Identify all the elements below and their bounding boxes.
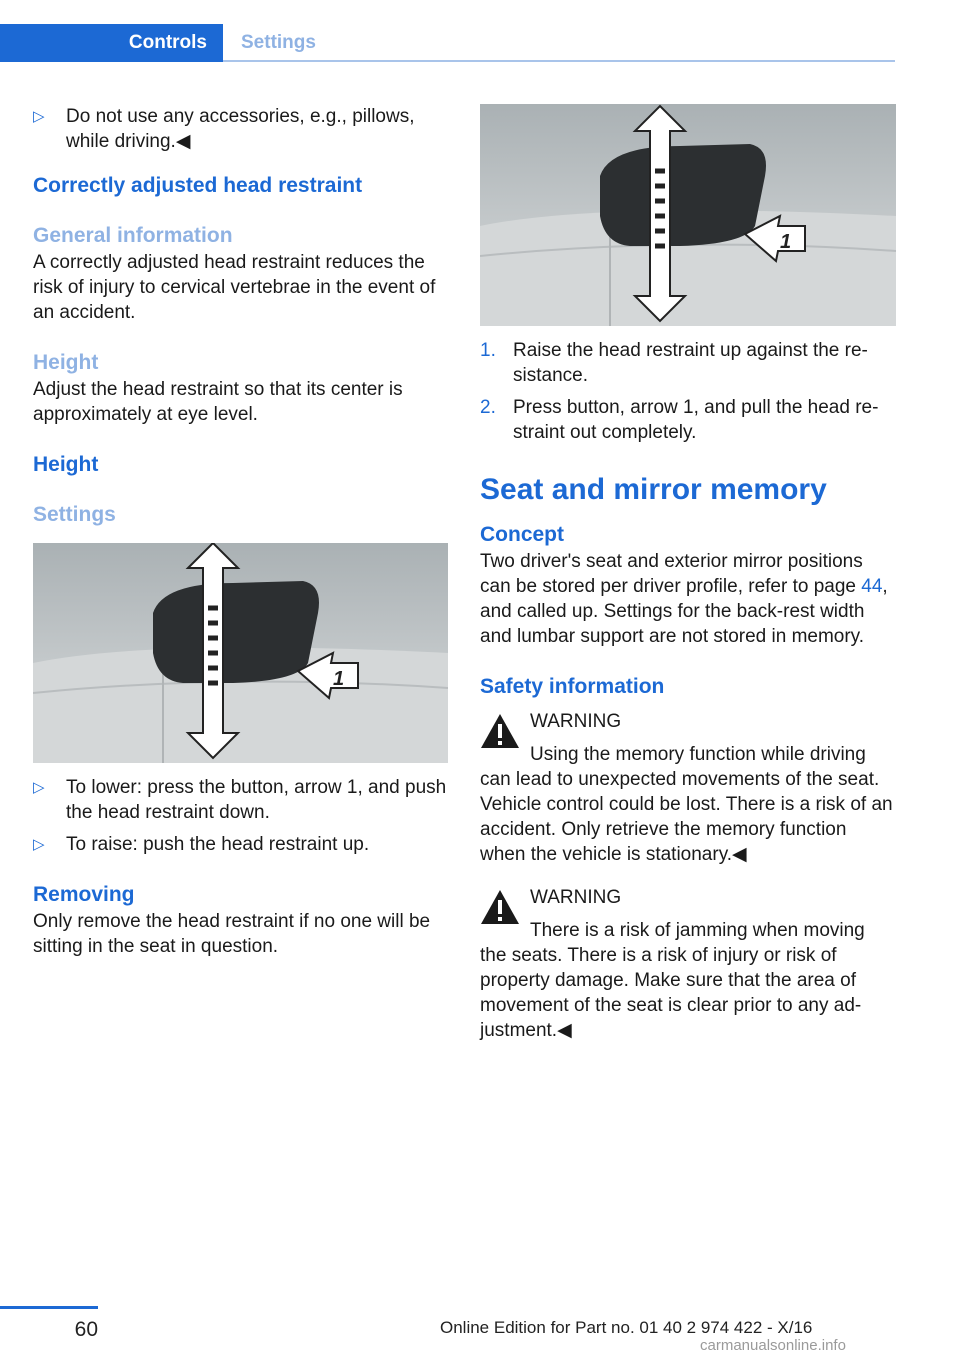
list-item xyxy=(480,338,896,388)
tab-settings[interactable]: Settings xyxy=(241,32,316,53)
subsection-heading: Settings xyxy=(33,503,116,526)
triangle-bullet-icon: ▷ xyxy=(33,836,45,853)
head-restraint-removal-figure xyxy=(480,104,896,326)
watermark: carmanualsonline.info xyxy=(700,1337,846,1354)
triangle-bullet-icon: ▷ xyxy=(33,108,45,125)
step-number: 1. xyxy=(480,340,496,361)
list-item xyxy=(480,395,896,445)
section-heading: Correctly adjusted head restraint xyxy=(33,174,363,197)
triangle-bullet-icon: ▷ xyxy=(33,779,45,796)
warning-title: WARNING xyxy=(530,887,622,908)
step-text: Raise the head restraint up against the re-sistance. xyxy=(513,340,868,386)
paragraph xyxy=(480,549,896,649)
figure-label: 1 xyxy=(780,231,792,253)
footer-rule xyxy=(0,1306,98,1309)
list-item xyxy=(33,104,448,154)
list-item xyxy=(33,832,448,857)
warning-triangle-icon xyxy=(480,889,520,925)
concept-text-b: , and called up. Settings for the back-rest width and lumbar support are not stored in memory. xyxy=(480,576,888,647)
concept-text-a: Two driver's seat and exterior mirror positions can be stored per driver profile, refer to page xyxy=(480,551,863,597)
left-column xyxy=(33,104,448,959)
head-restraint-illustration xyxy=(33,543,448,763)
section-heading: Seat and mirror memory xyxy=(480,473,827,506)
tab-controls[interactable]: Controls xyxy=(0,24,223,62)
edition-note: Online Edition for Part no. 01 40 2 974 422 - X/16 xyxy=(440,1318,813,1337)
paragraph: Adjust the head restraint so that its center is approximately at eye level. xyxy=(33,379,403,425)
page-number: 60 xyxy=(74,1318,98,1341)
bullet-text: To lower: press the button, arrow 1, and push the head restraint down. xyxy=(66,777,447,823)
subsection-heading: Concept xyxy=(480,523,564,546)
bullet-text: To raise: push the head restraint up. xyxy=(66,834,370,855)
page-link[interactable]: 44 xyxy=(861,576,883,597)
chapter-tabs xyxy=(0,24,895,62)
list-item xyxy=(33,775,448,825)
warning-block xyxy=(480,885,896,1043)
subsection-heading: Height xyxy=(33,351,99,374)
paragraph: A correctly adjusted head restraint reduces the risk of injury to cervical vertebrae in the event of an accident. xyxy=(33,252,436,323)
warning-triangle-icon xyxy=(480,713,520,749)
warning-first-line: There is a risk of jamming when moving xyxy=(530,920,865,941)
warning-first-line: Using the memory function while driving xyxy=(530,744,866,765)
step-text: Press button, arrow 1, and pull the head re-straint out completely. xyxy=(513,397,879,443)
subsection-heading: General information xyxy=(33,224,233,247)
step-number: 2. xyxy=(480,397,496,418)
warning-title: WARNING xyxy=(530,711,622,732)
warning-block xyxy=(480,709,896,867)
head-restraint-figure xyxy=(33,543,448,763)
section-heading: Removing xyxy=(33,883,135,906)
subsection-heading: Safety information xyxy=(480,675,665,698)
paragraph: Only remove the head restraint if no one will be sitting in the seat in question. xyxy=(33,911,431,957)
tab-divider xyxy=(223,60,895,62)
head-restraint-removal-illustration xyxy=(480,104,896,326)
figure-label: 1 xyxy=(333,668,345,690)
bullet-text: Do not use any accessories, e.g., pillows, while driving.◀ xyxy=(66,106,415,152)
warning-text: can lead to unexpected movements of the seat. Vehicle control could be lost. There is a risk of an accident. Only retrieve the memory function when the vehicle is stationary.◀ xyxy=(480,769,893,865)
warning-text: the seats. There is a risk of injury or risk of property damage. Make sure that the area of movement of the seat is clear prior to any ad-justment.◀ xyxy=(480,945,862,1041)
right-column xyxy=(480,104,896,1043)
section-heading: Height xyxy=(33,453,99,476)
